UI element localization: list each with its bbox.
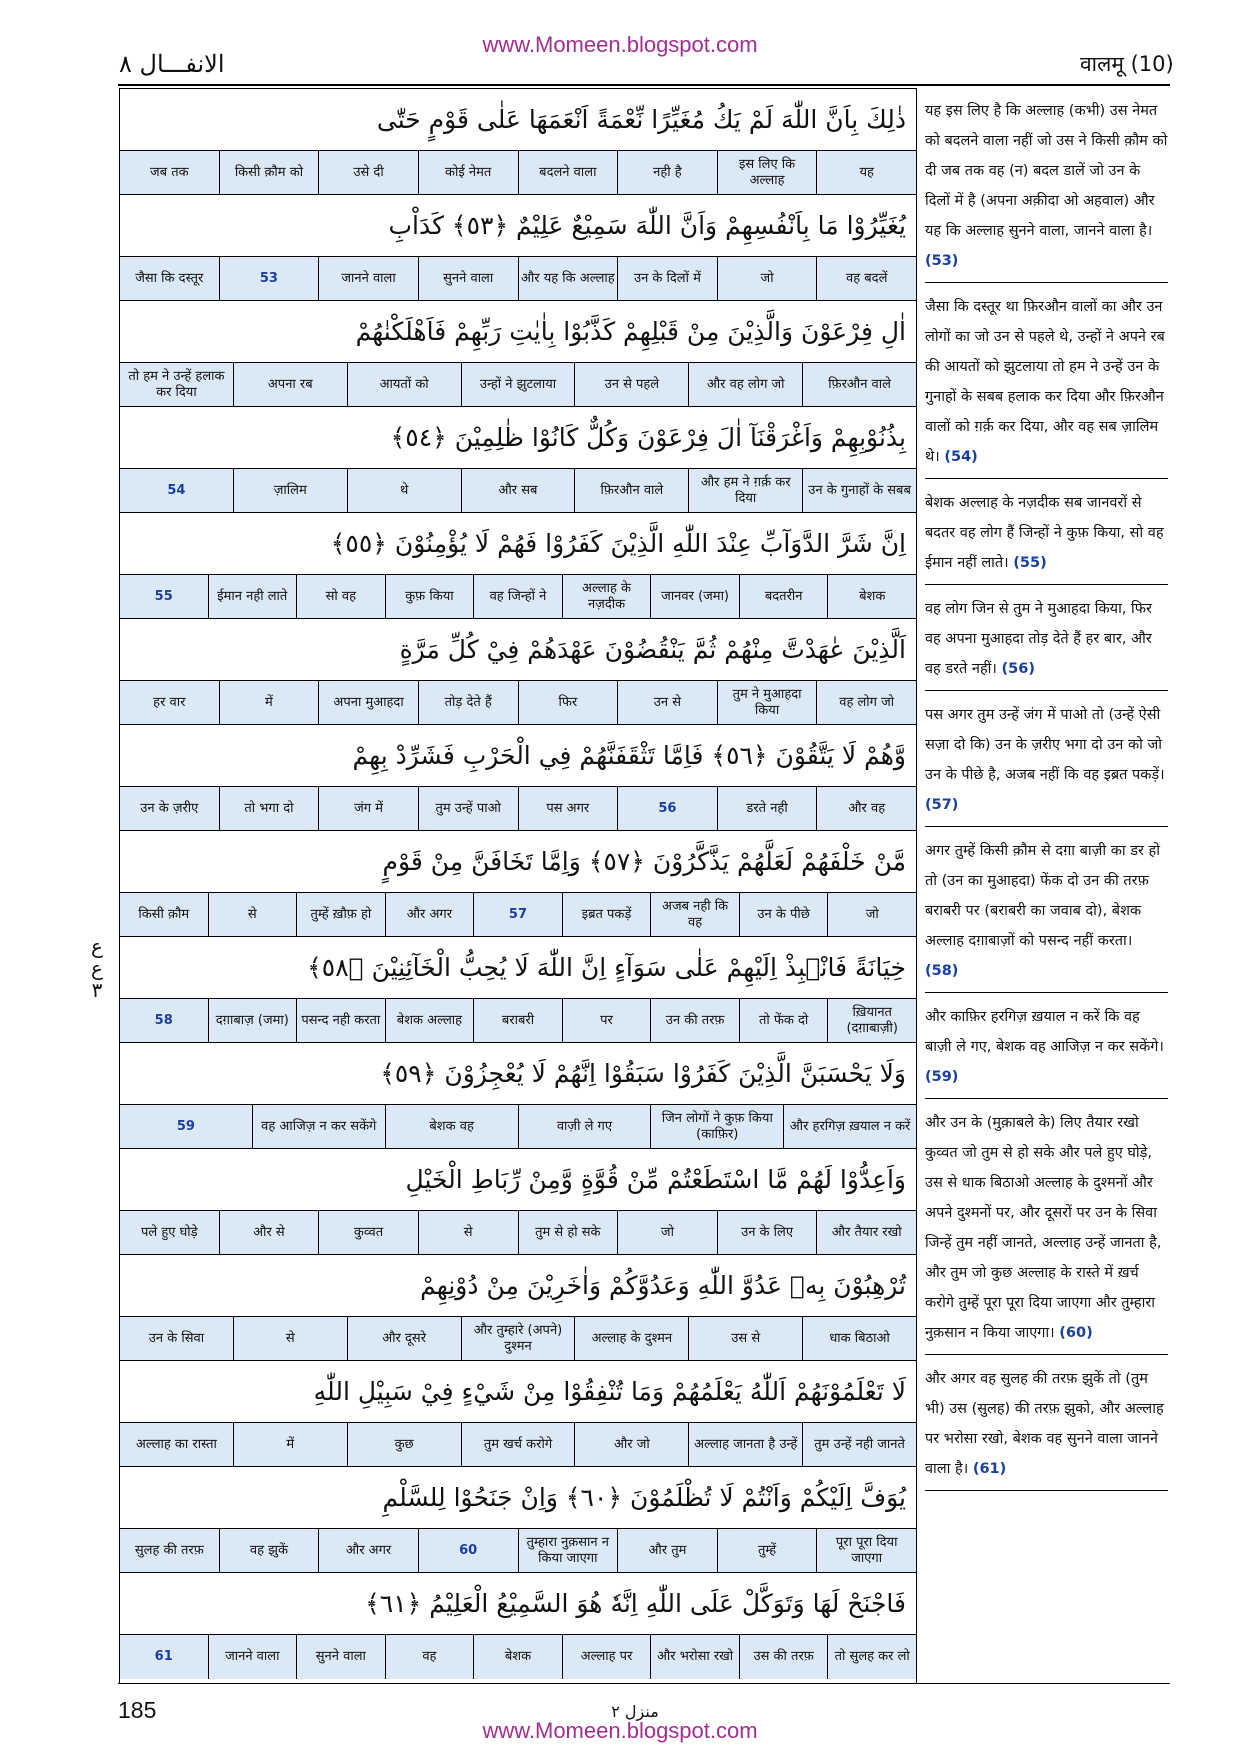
translation-verse-number: (60) <box>1059 1325 1093 1341</box>
gloss-cell: यह <box>816 151 916 194</box>
arabic-line: وَّهُمْ لَا يَتَّقُوْنَ ﴿٥٦﴾ فَاِمَّا تَثْقَفَنَّهُمْ فِي الْحَرْبِ فَشَرِّدْ بِهِمْ <box>120 725 916 787</box>
gloss-row <box>120 1105 916 1149</box>
verse-number: 55 <box>154 588 173 604</box>
gloss-cell: तुम खर्च करोगे <box>461 1423 575 1466</box>
gloss-cell: अपना रब <box>233 363 347 406</box>
gloss-cell: डरते नही <box>717 787 817 830</box>
gloss-cell: पसन्द नही करता <box>296 999 385 1042</box>
gloss-cell: आयतों को <box>347 363 461 406</box>
gloss-cell: जानने वाला <box>318 257 418 300</box>
gloss-cell: जानवर (जमा) <box>650 575 739 618</box>
site-url-top: www.Momeen.blogspot.com <box>482 32 758 57</box>
gloss-cell: और सब <box>461 469 575 512</box>
translation-paragraph <box>925 836 1168 993</box>
gloss-cell: और यह कि अल्लाह <box>518 257 618 300</box>
arabic-line: وَاَعِدُّوْا لَهُمْ مَّا اسْتَطَعْتُمْ مِّنْ قُوَّةٍ وَّمِنْ رِّبَاطِ الْخَيْلِ <box>120 1149 916 1211</box>
gloss-cell: जो <box>717 257 817 300</box>
gloss-row <box>120 1529 916 1573</box>
gloss-cell: तो सुलह कर लो <box>827 1635 916 1679</box>
arabic-line: اِنَّ شَرَّ الدَّوَآبِّ عِنْدَ اللّٰهِ الَّذِيْنَ كَفَرُوْا فَهُمْ لَا يُؤْمِنُوْنَ ﴿٥٥﴾ <box>120 513 916 575</box>
gloss-cell: बदतरीन <box>739 575 828 618</box>
verse-number: 59 <box>176 1118 195 1134</box>
gloss-cell: बेशक <box>473 1635 562 1679</box>
translation-verse-number: (56) <box>1001 661 1035 677</box>
gloss-cell: उन के दिलों में <box>617 257 717 300</box>
translation-verse-number: (59) <box>925 1069 959 1085</box>
gloss-cell: सुनने वाला <box>296 1635 385 1679</box>
gloss-cell: जैसा कि दस्तूर <box>135 270 204 286</box>
gloss-cell: पूरा पूरा दिया जाएगा <box>816 1529 916 1572</box>
verse-number: 53 <box>219 257 319 300</box>
gloss-cell: उन के सिवा <box>148 1330 205 1346</box>
gloss-cell: में <box>219 681 319 724</box>
gloss-cell: से <box>233 1317 347 1360</box>
gloss-cell: और अगर <box>385 893 474 936</box>
gloss-cell: सुलह की तरफ़ <box>134 1542 204 1558</box>
arabic-line: وَلَا يَحْسَبَنَّ الَّذِيْنَ كَفَرُوْا سَبَقُوْا اِنَّهُمْ لَا يُعْجِزُوْنَ ﴿٥٩﴾ <box>120 1043 916 1105</box>
gloss-cell: इब्रत पकड़ें <box>562 893 651 936</box>
gloss-cell: अल्लाह जानता है उन्हें <box>688 1423 802 1466</box>
gloss-cell: वह लोग जो <box>816 681 916 724</box>
gloss-cell: जानने वाला <box>208 1635 297 1679</box>
translation-text: अगर तुम्हें किसी क़ौम से दग़ा बाज़ी का डर हो तो (उन का मुआहदा) फेंक दो उन की तरफ़ बराबरी पर (बराबरी का जवाब दो), बेशक अल्लाह दग़ाबाज़ों को पसन्द नहीं करता। <box>925 843 1161 949</box>
arabic-line: يُوَفَّ اِلَيْكُمْ وَاَنْتُمْ لَا تُظْلَمُوْنَ ﴿٦٠﴾ وَاِنْ جَنَحُوْا لِلسَّلْمِ <box>120 1467 916 1529</box>
gloss-cell: ख़ियानत (दग़ाबाज़ी) <box>827 999 916 1042</box>
gloss-cell: जंग में <box>318 787 418 830</box>
translation-verse-number: (57) <box>925 797 959 813</box>
gloss-cell: कुछ <box>347 1423 461 1466</box>
verse-number: 54 <box>167 482 186 498</box>
translation-verse-number: (54) <box>944 449 978 465</box>
translation-text: यह इस लिए है कि अल्लाह (कभी) उस नेमत को बदलने वाला नहीं जो उस ने किसी क़ौम को दी जब तक वह (न) बदल डालें जो उन के दिलों में है (अपना अक़ीदा ओ अहवाल) और यह कि अल्लाह सुनने वाला, जानने वाला है। <box>925 103 1168 239</box>
gloss-cell: और तुम्हारे (अपने) दुश्मन <box>461 1317 575 1360</box>
gloss-cell: उन के पीछे <box>739 893 828 936</box>
gloss-cell: उन की तरफ़ <box>650 999 739 1042</box>
gloss-cell: और वह <box>816 787 916 830</box>
gloss-cell: इस लिए कि अल्लाह <box>717 151 817 194</box>
gloss-row <box>120 151 916 195</box>
arabic-line: اَلَّذِيْنَ عٰهَدْتَّ مِنْهُمْ ثُمَّ يَنْقُضُوْنَ عَهْدَهُمْ فِيْ كُلِّ مَرَّةٍ <box>120 619 916 681</box>
translation-text: और उन के (मुक़ाबले के) लिए तैयार रखो कुव्वत जो तुम से हो सके और पले हुए घोड़े, उस से धाक बिठाओ अल्लाह के दुश्मनों और अपने दुश्मनों पर, और दूसरों पर उन के सिवा जिन्हें तुम नहीं जानते, अल्लाह उन्हें जानता है, और तुम जो कुछ अल्लाह के रास्ते में ख़र्च करोगे तुम्हें पूरा पूरा दिया जाएगा और तुम्हारा नुक़सान न किया जाएगा। <box>925 1115 1162 1341</box>
translation-text: और अगर वह सुलह की तरफ़ झुकें तो (तुम भी) उस (सुलह) की तरफ़ झुको, और अल्लाह पर भरोसा रखो, बेशक वह सुनने वाला जानने वाला है। <box>925 1371 1164 1477</box>
gloss-cell: तुम्हें <box>717 1529 817 1572</box>
gloss-cell: वाज़ी ले गए <box>518 1105 651 1148</box>
manzil-label: منزل ٢ <box>611 1702 659 1721</box>
gloss-cell: वह जिन्हों ने <box>473 575 562 618</box>
gloss-cell: उसे दी <box>318 151 418 194</box>
gloss-row <box>120 787 916 831</box>
gloss-cell: में <box>233 1423 347 1466</box>
translation-text: जैसा कि दस्तूर था फ़िरऔन वालों का और उन लोगों का जो उन से पहले थे, उन्हों ने अपने रब की आयतों को झुटलाया तो हम ने उन्हें उन के गुनाहों के सबब हलाक कर दिया और फ़िरऔन वालों को ग़र्क़ कर दिया, और वह सब ज़ालिम थे। <box>925 299 1165 465</box>
gloss-row <box>120 1211 916 1255</box>
header-rule <box>118 84 1170 86</box>
gloss-cell: उन के गुनाहों के सबब <box>802 469 916 512</box>
gloss-cell: वह झुकें <box>219 1529 319 1572</box>
gloss-row <box>120 893 916 937</box>
gloss-cell: तुम से हो सके <box>518 1211 618 1254</box>
ruku-marker: ع ع ٣ <box>91 934 103 1002</box>
translation-paragraph <box>925 594 1168 691</box>
gloss-cell: और तुम <box>617 1529 717 1572</box>
gloss-cell: बराबरी <box>473 999 562 1042</box>
gloss-cell: कोई नेमत <box>418 151 518 194</box>
gloss-cell: अजब नही कि वह <box>650 893 739 936</box>
gloss-cell: सो वह <box>296 575 385 618</box>
gloss-cell: उस की तरफ़ <box>739 1635 828 1679</box>
footer-rule <box>118 1683 1170 1684</box>
gloss-cell: और तैयार रखो <box>816 1211 916 1254</box>
verse-number: 60 <box>418 1529 518 1572</box>
gloss-cell: हर वार <box>153 694 186 710</box>
translation-text: वह लोग जिन से तुम ने मुआहदा किया, फिर वह अपना मुआहदा तोड़ देते हैं हर बार, और वह डरते नहीं। <box>925 601 1152 677</box>
gloss-cell: ज़ालिम <box>233 469 347 512</box>
gloss-cell: बदलने वाला <box>518 151 618 194</box>
gloss-cell: जब तक <box>150 164 189 180</box>
gloss-cell: वह <box>385 1635 474 1679</box>
translation-paragraph <box>925 700 1168 827</box>
gloss-cell: धाक बिठाओ <box>802 1317 916 1360</box>
translation-paragraph <box>925 292 1168 479</box>
gloss-cell: बेशक <box>827 575 916 618</box>
gloss-cell: तो भगा दो <box>219 787 319 830</box>
gloss-cell: अल्लाह के दुश्मन <box>574 1317 688 1360</box>
gloss-cell: तोड़ देते हैं <box>418 681 518 724</box>
page-number: 185 <box>118 1697 157 1723</box>
gloss-cell: बेशक वह <box>385 1105 518 1148</box>
gloss-cell: और अगर <box>318 1529 418 1572</box>
gloss-cell: फिर <box>518 681 618 724</box>
gloss-cell: से <box>208 893 297 936</box>
arabic-line: بِذُنُوْبِهِمْ وَاَغْرَقْنَآ اٰلَ فِرْعَوْنَ وَكُلٌّ كَانُوْا ظٰلِمِيْنَ ﴿٥٤﴾ <box>120 407 916 469</box>
para-title: वालमू (10) <box>1080 52 1174 76</box>
gloss-cell: और से <box>219 1211 319 1254</box>
translation-column <box>925 96 1168 1500</box>
gloss-row <box>120 681 916 725</box>
translation-verse-number: (61) <box>972 1461 1007 1477</box>
gloss-cell: तुम्हारा नुक़सान न किया जाएगा <box>518 1529 618 1572</box>
gloss-row <box>120 257 916 301</box>
gloss-cell: अपना मुआहदा <box>318 681 418 724</box>
gloss-cell: और भरोसा रखो <box>650 1635 739 1679</box>
juz-title: الانفـــال ٨ <box>119 50 225 78</box>
arabic-line: مَّنْ خَلْفَهُمْ لَعَلَّهُمْ يَذَّكَّرُوْنَ ﴿٥٧﴾ وَاِمَّا تَخَافَنَّ مِنْ قَوْمٍ <box>120 831 916 893</box>
quran-word-by-word-panel <box>119 88 917 1684</box>
gloss-cell: तो फेंक दो <box>739 999 828 1042</box>
gloss-cell: किसी क़ौम <box>138 906 190 922</box>
gloss-cell: और जो <box>574 1423 688 1466</box>
gloss-cell: तुम उन्हें नही जानते <box>802 1423 916 1466</box>
translation-text: और काफ़िर हरगिज़ ख़याल न करें कि वह बाज़ी ले गए, बेशक वह आजिज़ न कर सकेंगे। <box>925 1009 1164 1055</box>
gloss-cell: तुम उन्हें पाओ <box>418 787 518 830</box>
gloss-cell: फ़िरऔन वाले <box>574 469 688 512</box>
gloss-cell: और हम ने ग़र्क़ कर दिया <box>688 469 802 512</box>
gloss-cell: से <box>418 1211 518 1254</box>
gloss-cell: उन्हों ने झुटलाया <box>461 363 575 406</box>
gloss-cell: वह बदलें <box>816 257 916 300</box>
site-url-bottom: www.Momeen.blogspot.com <box>482 1718 758 1743</box>
gloss-cell: दग़ाबाज़ (जमा) <box>208 999 297 1042</box>
gloss-cell: जो <box>827 893 916 936</box>
translation-verse-number: (58) <box>925 963 959 979</box>
arabic-line: ذٰلِكَ بِاَنَّ اللّٰهَ لَمْ يَكُ مُغَيِّرًا نِّعْمَةً اَنْعَمَهَا عَلٰى قَوْمٍ حَتّٰى <box>120 89 916 151</box>
gloss-cell: उन से पहले <box>574 363 688 406</box>
gloss-cell: नही है <box>617 151 717 194</box>
arabic-line: لَا تَعْلَمُوْنَهُمْ اَللّٰهُ يَعْلَمُهُمْ وَمَا تُنْفِقُوْا مِنْ شَيْءٍ فِيْ سَبِيْلِ اللّٰهِ <box>120 1361 916 1423</box>
gloss-cell: अल्लाह का रास्ता <box>135 1436 217 1452</box>
gloss-cell: तो हम ने उन्हें हलाक कर दिया <box>128 368 225 400</box>
translation-paragraph <box>925 1002 1168 1099</box>
gloss-cell: तुम्हें ख़ौफ़ हो <box>296 893 385 936</box>
gloss-cell: जिन लोगों ने कुफ़ किया (काफ़िर) <box>650 1105 783 1148</box>
gloss-cell: कुफ़ किया <box>385 575 474 618</box>
gloss-cell: कुव्वत <box>318 1211 418 1254</box>
gloss-cell: ईमान नही लाते <box>208 575 297 618</box>
gloss-cell: अल्लाह पर <box>562 1635 651 1679</box>
gloss-cell: और वह लोग जो <box>688 363 802 406</box>
arabic-line: يُغَيِّرُوْا مَا بِاَنْفُسِهِمْ وَاَنَّ اللّٰهَ سَمِيْعٌ عَلِيْمٌ ﴿٥٣﴾ كَدَاْبِ <box>120 195 916 257</box>
arabic-line: اٰلِ فِرْعَوْنَ وَالَّذِيْنَ مِنْ قَبْلِهِمْ كَذَّبُوْا بِاٰيٰتِ رَبِّهِمْ فَاَهْلَكْنٰهُمْ <box>120 301 916 363</box>
arabic-line: تُرْهِبُوْنَ بِهٖ عَدُوَّ اللّٰهِ وَعَدُوَّكُمْ وَاٰخَرِيْنَ مِنْ دُوْنِهِمْ <box>120 1255 916 1317</box>
translation-paragraph <box>925 1108 1168 1355</box>
translation-verse-number: (55) <box>1013 555 1047 571</box>
translation-verse-number: (53) <box>925 253 959 269</box>
gloss-row <box>120 999 916 1043</box>
gloss-cell: अल्लाह के नज़दीक <box>562 575 651 618</box>
gloss-cell: तुम ने मुआहदा किया <box>717 681 817 724</box>
translation-text: बेशक अल्लाह के नज़दीक सब जानवरों से बदतर वह लोग हैं जिन्हों ने कुफ़ किया, सो वह ईमान नहीं लाते। <box>925 495 1164 571</box>
gloss-cell: किसी क़ौम को <box>219 151 319 194</box>
gloss-row <box>120 1317 916 1361</box>
verse-number: 57 <box>473 893 562 936</box>
gloss-cell: पर <box>562 999 651 1042</box>
gloss-cell: वह आजिज़ न कर सकेंगे <box>252 1105 385 1148</box>
verse-number: 58 <box>154 1012 173 1028</box>
gloss-cell: जो <box>617 1211 717 1254</box>
translation-text: पस अगर तुम उन्हें जंग में पाओ तो (उन्हें ऐसी सज़ा दो कि) उन के ज़रीए भगा दो उन को जो उन के पीछे है, अजब नहीं कि वह इब्रत पकड़ें। <box>925 707 1165 783</box>
translation-paragraph <box>925 96 1168 283</box>
gloss-cell: पस अगर <box>518 787 618 830</box>
gloss-cell: उन के लिए <box>717 1211 817 1254</box>
verse-number: 61 <box>154 1649 173 1664</box>
gloss-row <box>120 469 916 513</box>
arabic-line: خِيَانَةً فَانْۢبِذْ اِلَيْهِمْ عَلٰى سَوَآءٍ اِنَّ اللّٰهَ لَا يُحِبُّ الْخَآئِنِيْنَ ﴿٥٨﴾ <box>120 937 916 999</box>
gloss-cell: उस से <box>688 1317 802 1360</box>
gloss-row <box>120 1635 916 1679</box>
gloss-row <box>120 363 916 407</box>
gloss-cell: बेशक अल्लाह <box>385 999 474 1042</box>
gloss-cell: पले हुए घोड़े <box>141 1224 198 1240</box>
gloss-cell: सुनने वाला <box>418 257 518 300</box>
gloss-cell: और दूसरे <box>347 1317 461 1360</box>
gloss-row <box>120 1423 916 1467</box>
verse-number: 56 <box>617 787 717 830</box>
arabic-line: فَاجْنَحْ لَهَا وَتَوَكَّلْ عَلَى اللّٰهِ اِنَّهٗ هُوَ السَّمِيْعُ الْعَلِيْمُ ﴿٦١﴾ <box>120 1573 916 1635</box>
gloss-cell: उन के ज़रीए <box>140 800 199 816</box>
gloss-cell: फ़िरऔन वाले <box>802 363 916 406</box>
gloss-row <box>120 575 916 619</box>
gloss-cell: उन से <box>617 681 717 724</box>
gloss-cell: और हरगिज़ ख़याल न करें <box>783 1105 916 1148</box>
translation-paragraph <box>925 1364 1168 1491</box>
translation-paragraph <box>925 488 1168 585</box>
gloss-cell: थे <box>347 469 461 512</box>
